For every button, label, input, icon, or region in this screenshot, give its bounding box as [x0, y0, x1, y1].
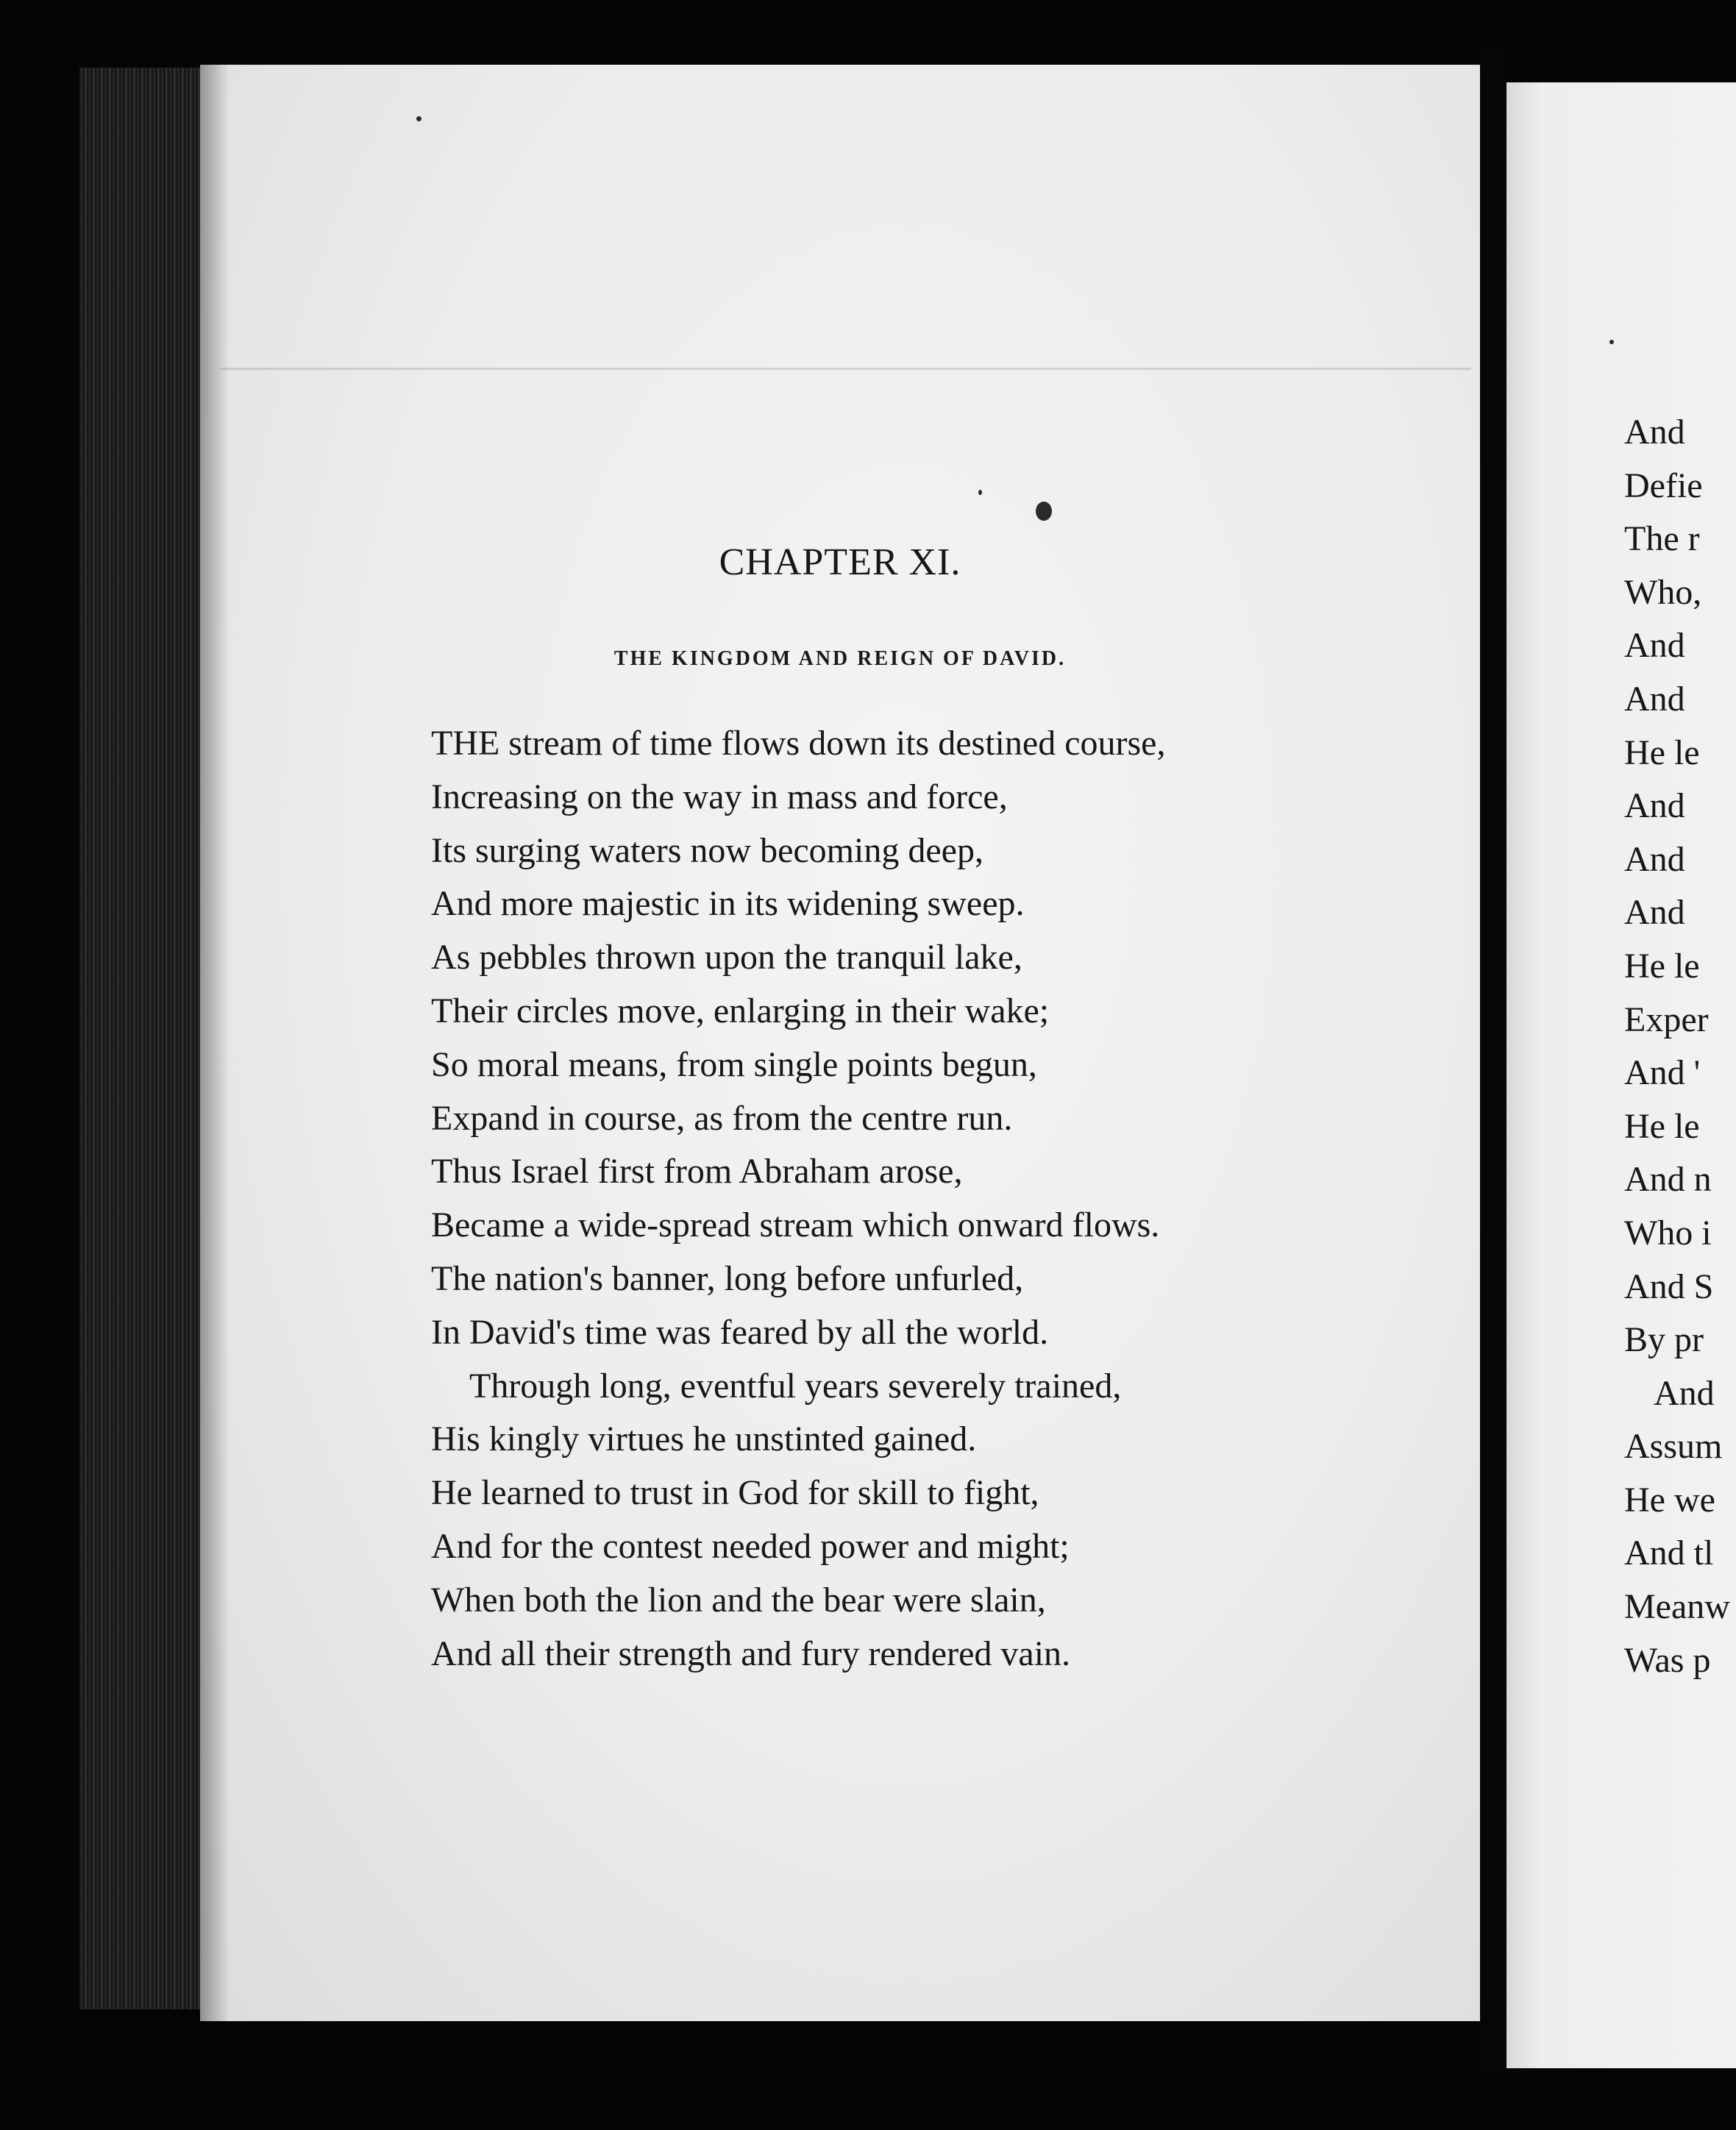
right-page-line: Who i — [1624, 1213, 1712, 1253]
poem-line: His kingly virtues he unstinted gained. — [431, 1420, 977, 1459]
right-page-line: And tl — [1624, 1534, 1714, 1573]
right-page-line: And — [1624, 893, 1685, 933]
chapter-title: CHAPTER XI. — [719, 541, 961, 583]
right-page-text — [1624, 406, 1736, 1687]
right-page-line: Who, — [1624, 572, 1702, 612]
poem-line: And more majestic in its widening sweep. — [431, 884, 1025, 924]
right-page-line: He le — [1624, 1106, 1700, 1146]
right-page-line: He we — [1624, 1480, 1715, 1520]
right-page-line: He le — [1624, 946, 1700, 986]
right-page-line: Defie — [1624, 466, 1703, 505]
poem-line: Expand in course, as from the centre run. — [431, 1098, 1013, 1138]
poem-line: So moral means, from single points begun, — [431, 1044, 1037, 1084]
right-page-line: Meanw — [1624, 1587, 1730, 1627]
right-page-line: And S — [1624, 1267, 1714, 1306]
right-page-line: And n — [1624, 1160, 1712, 1200]
dust-speck — [978, 490, 982, 495]
right-page-line: And — [1654, 1373, 1715, 1413]
book-gutter — [1480, 44, 1509, 2074]
right-page-line: By pr — [1624, 1320, 1704, 1360]
poem-body — [431, 717, 1402, 1681]
poem-line: Their circles move, enlarging in their wake; — [431, 991, 1050, 1030]
right-page-line: And — [1624, 413, 1685, 452]
right-page-line: Was p — [1624, 1640, 1711, 1680]
page-edges — [79, 68, 212, 2009]
poem-line: Thus Israel first from Abraham arose, — [431, 1152, 963, 1192]
chapter-subtitle: THE KINGDOM AND REIGN OF DAVID. — [613, 647, 1067, 670]
right-page-line: The r — [1624, 519, 1700, 559]
right-page-line: He le — [1624, 733, 1700, 772]
right-page-line: And — [1624, 839, 1685, 879]
dust-speck — [416, 116, 421, 121]
poem-line: The nation's banner, long before unfurled, — [431, 1258, 1024, 1298]
poem-line: Through long, eventful years severely trained, — [469, 1366, 1122, 1406]
dust-speck — [1036, 502, 1052, 521]
bleed-through-rule — [221, 368, 1471, 370]
page-shadow — [200, 65, 230, 2021]
poem-line: THE stream of time flows down its destined course, — [431, 724, 1166, 763]
poem-line: And for the contest needed power and might; — [431, 1526, 1070, 1566]
right-page-line: And — [1624, 679, 1685, 719]
poem-line: Became a wide-spread stream which onward flows. — [431, 1205, 1160, 1245]
poem-line: When both the lion and the bear were slain, — [431, 1580, 1046, 1620]
poem-line: In David's time was feared by all the world. — [431, 1312, 1049, 1352]
poem-line: And all their strength and fury rendered vain. — [431, 1634, 1071, 1673]
right-page-line: Exper — [1624, 1000, 1709, 1039]
dust-speck — [1609, 340, 1614, 344]
right-page-line: And ' — [1624, 1053, 1701, 1093]
poem-line: He learned to trust in God for skill to fight, — [431, 1473, 1039, 1513]
poem-line: Its surging waters now becoming deep, — [431, 830, 983, 870]
right-page-line: And — [1624, 786, 1685, 826]
right-page-line: And — [1624, 626, 1685, 666]
poem-line: Increasing on the way in mass and force, — [431, 777, 1008, 816]
right-page-line: Assum — [1624, 1427, 1723, 1467]
poem-line: As pebbles thrown upon the tranquil lake, — [431, 938, 1022, 977]
